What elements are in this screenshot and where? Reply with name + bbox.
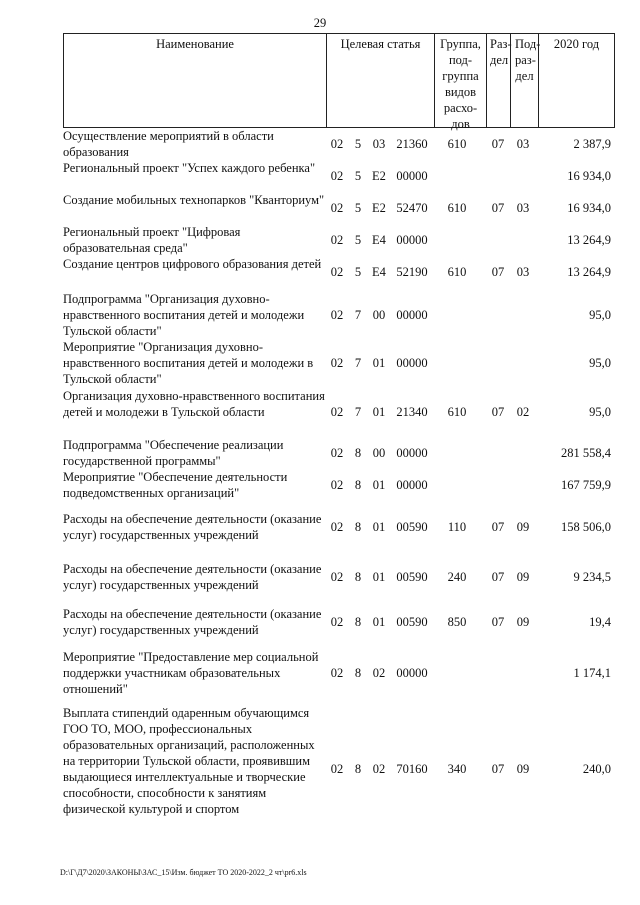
target-code-3: 00 (372, 308, 386, 322)
target-code-2: 7 (354, 356, 362, 370)
target-code-2: 5 (354, 233, 362, 247)
subsection-code: 03 (516, 201, 530, 215)
target-code-3: E4 (372, 265, 386, 279)
target-code-1: 02 (330, 666, 344, 680)
header-subsection: Под-раз-дел (510, 34, 538, 127)
target-code-2: 5 (354, 169, 362, 183)
group-code: 610 (447, 137, 467, 151)
target-code-2: 8 (354, 666, 362, 680)
group-code: 610 (447, 265, 467, 279)
target-code-1: 02 (330, 233, 344, 247)
subsection-code: 03 (516, 265, 530, 279)
target-code-2: 8 (354, 478, 362, 492)
target-code-2: 7 (354, 405, 362, 419)
target-code-3: 00 (372, 446, 386, 460)
target-code-2: 5 (354, 265, 362, 279)
section-code: 07 (491, 762, 505, 776)
amount-2020: 158 506,0 (561, 520, 611, 534)
group-code: 240 (447, 570, 467, 584)
amount-2020: 95,0 (589, 405, 611, 419)
target-code-4: 70160 (396, 762, 428, 776)
target-code-3: E2 (372, 201, 386, 215)
amount-2020: 13 264,9 (567, 233, 611, 247)
target-code-4: 00000 (396, 169, 428, 183)
target-code-4: 52190 (396, 265, 428, 279)
subsection-code: 09 (516, 520, 530, 534)
target-code-2: 8 (354, 570, 362, 584)
target-code-4: 00000 (396, 666, 428, 680)
subsection-code: 09 (516, 762, 530, 776)
group-code: 850 (447, 615, 467, 629)
row-name: Подпрограмма "Организация духовно-нравственного воспитания детей и молодежи Тульской области" (63, 292, 305, 338)
subsection-code: 02 (516, 405, 530, 419)
target-code-4: 00000 (396, 308, 428, 322)
section-code: 07 (491, 405, 505, 419)
row-name: Расходы на обеспечение деятельности (оказание услуг) государственных учреждений (63, 607, 322, 637)
target-code-2: 8 (354, 520, 362, 534)
section-code: 07 (491, 615, 505, 629)
target-code-1: 02 (330, 520, 344, 534)
header-target: Целевая статья (326, 34, 434, 127)
target-code-1: 02 (330, 478, 344, 492)
target-code-2: 5 (354, 137, 362, 151)
section-code: 07 (491, 570, 505, 584)
row-name: Мероприятие "Организация духовно-нравственного воспитания детей и молодежи в Тульской области" (63, 340, 314, 386)
row-name: Региональный проект "Цифровая образовательная среда" (63, 225, 241, 255)
row-name: Осуществление мероприятий в области образования (63, 129, 274, 159)
target-code-3: 01 (372, 356, 386, 370)
target-code-4: 52470 (396, 201, 428, 215)
amount-2020: 281 558,4 (561, 446, 611, 460)
row-name: Подпрограмма "Обеспечение реализации государственной программы" (63, 438, 284, 468)
header-year: 2020 год (538, 34, 614, 127)
row-name: Расходы на обеспечение деятельности (оказание услуг) государственных учреждений (63, 562, 322, 592)
group-code: 610 (447, 201, 467, 215)
target-code-4: 00590 (396, 520, 428, 534)
target-code-4: 00590 (396, 570, 428, 584)
row-name: Выплата стипендий одаренным обучающимся ГОО ТО, МОО, профессиональных образовательных организаций, расположенных на территории Тульской области, проявившим выдающиеся интеллектуальные и творческие способности, способности к занятиям физической культурой и спортом (63, 706, 315, 816)
target-code-1: 02 (330, 137, 344, 151)
target-code-3: 01 (372, 570, 386, 584)
target-code-1: 02 (330, 308, 344, 322)
target-code-3: 02 (372, 666, 386, 680)
target-code-3: 01 (372, 615, 386, 629)
amount-2020: 240,0 (582, 762, 611, 776)
target-code-1: 02 (330, 201, 344, 215)
target-code-4: 00000 (396, 446, 428, 460)
target-code-3: 01 (372, 520, 386, 534)
target-code-2: 8 (354, 762, 362, 776)
target-code-1: 02 (330, 570, 344, 584)
section-code: 07 (491, 520, 505, 534)
amount-2020: 9 234,5 (573, 570, 611, 584)
table-header (63, 33, 615, 131)
row-name: Организация духовно-нравственного воспитания детей и молодежи в Тульской области (63, 389, 325, 419)
target-code-4: 00000 (396, 478, 428, 492)
target-code-4: 00000 (396, 233, 428, 247)
section-code: 07 (491, 265, 505, 279)
row-name: Расходы на обеспечение деятельности (оказание услуг) государственных учреждений (63, 512, 322, 542)
header-name: Наименование (156, 37, 234, 51)
amount-2020: 95,0 (589, 308, 611, 322)
subsection-code: 03 (516, 137, 530, 151)
target-code-2: 8 (354, 446, 362, 460)
target-code-4: 00000 (396, 356, 428, 370)
target-code-4: 21360 (396, 137, 428, 151)
amount-2020: 2 387,9 (573, 137, 611, 151)
row-name: Создание центров цифрового образования детей (63, 257, 322, 271)
target-code-4: 21340 (396, 405, 428, 419)
target-code-1: 02 (330, 356, 344, 370)
subsection-code: 09 (516, 570, 530, 584)
target-code-2: 8 (354, 615, 362, 629)
amount-2020: 19,4 (589, 615, 611, 629)
target-code-2: 7 (354, 308, 362, 322)
row-name: Создание мобильных технопарков "Кванториум" (63, 193, 325, 207)
target-code-3: E4 (372, 233, 386, 247)
row-name: Региональный проект "Успех каждого ребенка" (63, 161, 316, 175)
target-code-3: 01 (372, 405, 386, 419)
target-code-3: 01 (372, 478, 386, 492)
section-code: 07 (491, 137, 505, 151)
section-code: 07 (491, 201, 505, 215)
amount-2020: 16 934,0 (567, 201, 611, 215)
target-code-1: 02 (330, 169, 344, 183)
target-code-1: 02 (330, 405, 344, 419)
amount-2020: 95,0 (589, 356, 611, 370)
target-code-2: 5 (354, 201, 362, 215)
target-code-4: 00590 (396, 615, 428, 629)
amount-2020: 1 174,1 (573, 666, 611, 680)
group-code: 610 (447, 405, 467, 419)
header-group: Группа, под-группа видов расхо-дов (434, 34, 486, 127)
target-code-3: E2 (372, 169, 386, 183)
header-section: Раз-дел (486, 34, 510, 127)
amount-2020: 167 759,9 (561, 478, 611, 492)
target-code-1: 02 (330, 446, 344, 460)
file-path-footer: D:\Г\Д7\2020\ЗАКОНЫ\ЗАС_15\Изм. бюджет ТО 2020-2022_2 чт\pr6.xls (60, 868, 307, 877)
target-code-3: 02 (372, 762, 386, 776)
amount-2020: 16 934,0 (567, 169, 611, 183)
page-number: 29 (313, 16, 327, 30)
target-code-1: 02 (330, 762, 344, 776)
target-code-1: 02 (330, 615, 344, 629)
row-name: Мероприятие "Обеспечение деятельности подведомственных организаций" (63, 470, 288, 500)
subsection-code: 09 (516, 615, 530, 629)
target-code-1: 02 (330, 265, 344, 279)
group-code: 340 (447, 762, 467, 776)
amount-2020: 13 264,9 (567, 265, 611, 279)
target-code-3: 03 (372, 137, 386, 151)
row-name: Мероприятие "Предоставление мер социальной поддержки участникам образовательных отношений" (63, 650, 319, 696)
group-code: 110 (447, 520, 467, 534)
